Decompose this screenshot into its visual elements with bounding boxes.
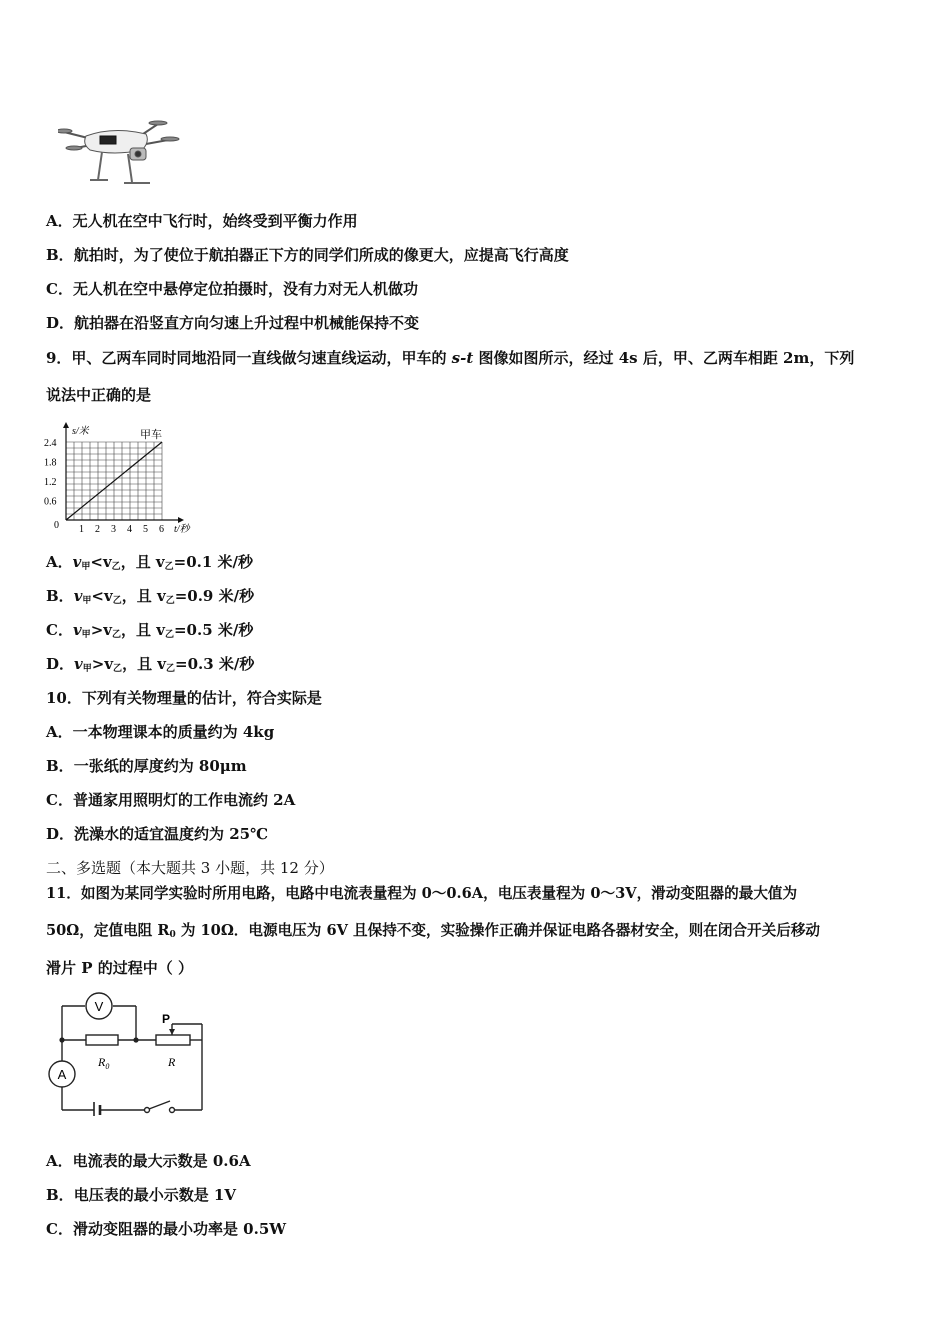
x-tick-label: 6 bbox=[159, 524, 164, 535]
origin-label: 0 bbox=[54, 520, 59, 531]
option-text: 电流表的最大示数是 0.6A bbox=[72, 1152, 251, 1170]
q11-option-a bbox=[46, 1151, 251, 1171]
relation: <v bbox=[90, 553, 112, 571]
r-label: R bbox=[168, 1055, 176, 1069]
q8-option-c bbox=[46, 279, 418, 299]
q9-stem-b: 图像如图所示，经过 4s 后，甲、乙两车相距 2m，下列 bbox=[473, 349, 855, 367]
option-letter: B． bbox=[46, 1186, 74, 1204]
y-tick-label: 2.4 bbox=[44, 438, 57, 449]
subscript: 甲 bbox=[82, 596, 92, 606]
q9-stem-line2: 说法中正确的是 bbox=[46, 386, 152, 404]
ammeter-label: A bbox=[57, 1067, 67, 1082]
middle-text: ，且 v bbox=[121, 621, 165, 639]
q9-stem-a: 9．甲、乙两车同时同地沿同一直线做匀速直线运动，甲车的 bbox=[46, 349, 452, 367]
q11-stem-line2 bbox=[46, 921, 820, 945]
option-text: 电压表的最小示数是 1V bbox=[73, 1186, 236, 1204]
subscript: 乙 bbox=[164, 562, 174, 572]
value-text: =0.5 米/秒 bbox=[173, 621, 254, 639]
value-text: =0.9 米/秒 bbox=[174, 587, 255, 605]
q8-option-d bbox=[46, 313, 419, 333]
subscript: 0 bbox=[169, 930, 176, 940]
middle-text: ，且 v bbox=[120, 553, 165, 571]
junction-dot bbox=[133, 1037, 138, 1042]
voltmeter-label: V bbox=[94, 999, 104, 1014]
option-letter: C． bbox=[46, 621, 73, 639]
option-letter: B． bbox=[46, 757, 74, 775]
r0-resistor bbox=[86, 1035, 118, 1045]
relation: <v bbox=[91, 587, 113, 605]
slider-arrow bbox=[169, 1029, 175, 1035]
relation: >v bbox=[91, 655, 114, 673]
y-tick-label: 1.2 bbox=[44, 477, 57, 488]
q11-line2-b: 为 10Ω．电源电压为 6V 且保持不变，实验操作正确并保证电路各器材安全，则在闭合开关后移动 bbox=[175, 922, 821, 939]
option-text: 普通家用照明灯的工作电流约 2A bbox=[72, 791, 296, 809]
subscript: 乙 bbox=[112, 596, 122, 606]
y-tick-label: 0.6 bbox=[44, 496, 57, 508]
option-text: 无人机在空中飞行时，始终受到平衡力作用 bbox=[72, 212, 358, 230]
circuit-diagram bbox=[44, 988, 214, 1116]
x-tick-label: 2 bbox=[95, 524, 100, 535]
x-tick-label: 1 bbox=[79, 524, 84, 535]
x-axis-arrow bbox=[178, 517, 184, 523]
option-text: 洗澡水的适宜温度约为 25℃ bbox=[74, 825, 269, 843]
q9-option-b bbox=[46, 586, 254, 611]
option-letter: A． bbox=[46, 723, 73, 741]
middle-text: ，且 v bbox=[122, 655, 167, 673]
option-text: 滑动变阻器的最小功率是 0.5W bbox=[72, 1220, 287, 1238]
q10-option-b bbox=[46, 756, 247, 776]
q8-option-b bbox=[46, 245, 569, 265]
option-letter: D． bbox=[46, 655, 75, 673]
q11-option-c bbox=[46, 1219, 286, 1239]
q10-stem: 10．下列有关物理量的估计，符合实际是 bbox=[46, 689, 322, 707]
r-rheostat bbox=[156, 1035, 190, 1045]
q9-option-d bbox=[46, 654, 254, 679]
option-letter: D． bbox=[46, 825, 75, 843]
option-letter: C． bbox=[46, 1220, 73, 1238]
subscript: 乙 bbox=[111, 562, 121, 572]
r0-label: $R_0$ bbox=[98, 1055, 110, 1071]
q11-option-b bbox=[46, 1185, 236, 1205]
subscript: 乙 bbox=[113, 664, 123, 674]
q10-option-a bbox=[46, 722, 274, 742]
subscript: 甲 bbox=[81, 562, 91, 572]
subscript: 乙 bbox=[164, 630, 174, 640]
value-text: =0.1 米/秒 bbox=[173, 553, 254, 571]
relation: >v bbox=[90, 621, 112, 639]
junction-dot bbox=[59, 1037, 64, 1042]
v-symbol: v bbox=[73, 587, 83, 605]
option-letter: A． bbox=[46, 212, 73, 230]
slider-label: P bbox=[162, 1012, 171, 1026]
option-letter: B． bbox=[46, 246, 74, 264]
q9-option-c bbox=[46, 620, 253, 645]
subscript: 乙 bbox=[166, 664, 176, 674]
x-tick-label: 4 bbox=[127, 524, 132, 535]
q11-stem-line3: 滑片 P 的过程中（ ） bbox=[46, 959, 193, 977]
option-text: 一张纸的厚度约为 80μm bbox=[73, 757, 247, 775]
q8-option-a bbox=[46, 211, 358, 231]
series-label: 甲车 bbox=[140, 428, 162, 441]
subscript: 甲 bbox=[82, 664, 92, 674]
subscript: 乙 bbox=[165, 596, 175, 606]
option-letter: A． bbox=[46, 1152, 73, 1170]
x-tick-label: 5 bbox=[143, 524, 148, 535]
v-symbol: v bbox=[74, 655, 83, 673]
v-symbol: v bbox=[72, 621, 82, 639]
q10-option-c bbox=[46, 790, 295, 810]
subscript: 乙 bbox=[111, 630, 121, 640]
drone-image bbox=[58, 112, 186, 188]
q9-option-a bbox=[46, 552, 253, 577]
q11-line2-a: 50Ω，定值电阻 R bbox=[46, 922, 170, 939]
x-axis-label: t/秒 bbox=[174, 524, 190, 535]
q9-stem bbox=[46, 348, 854, 368]
option-letter: B． bbox=[46, 587, 74, 605]
q10-option-d bbox=[46, 824, 268, 844]
q11-stem-line1: 11．如图为某同学实验时所用电路，电路中电流表量程为 0～0.6A，电压表量程为 0～3V，滑动变阻器的最大值为 bbox=[46, 885, 798, 902]
subscript: 甲 bbox=[81, 630, 91, 640]
y-axis-arrow bbox=[63, 422, 69, 428]
v-symbol: v bbox=[72, 553, 82, 571]
option-text: 航拍器在沿竖直方向匀速上升过程中机械能保持不变 bbox=[74, 314, 420, 332]
option-text: 航拍时，为了使位于航拍器正下方的同学们所成的像更大，应提高飞行高度 bbox=[73, 246, 569, 264]
q9-stem-st: s-t bbox=[451, 349, 474, 367]
option-letter: D． bbox=[46, 314, 75, 332]
option-text: 无人机在空中悬停定位拍摄时，没有力对无人机做功 bbox=[72, 280, 418, 298]
option-letter: C． bbox=[46, 791, 73, 809]
y-tick-label: 1.8 bbox=[44, 457, 57, 469]
option-letter: C． bbox=[46, 280, 73, 298]
y-axis-label: s/米 bbox=[72, 426, 89, 437]
middle-text: ，且 v bbox=[121, 587, 166, 605]
x-tick-label: 3 bbox=[111, 524, 116, 535]
st-chart bbox=[40, 414, 210, 536]
section-title: 二、多选题（本大题共 3 小题，共 12 分） bbox=[46, 859, 334, 877]
value-text: =0.3 米/秒 bbox=[175, 655, 255, 673]
option-text: 一本物理课本的质量约为 4kg bbox=[72, 723, 275, 741]
option-letter: A． bbox=[46, 553, 73, 571]
